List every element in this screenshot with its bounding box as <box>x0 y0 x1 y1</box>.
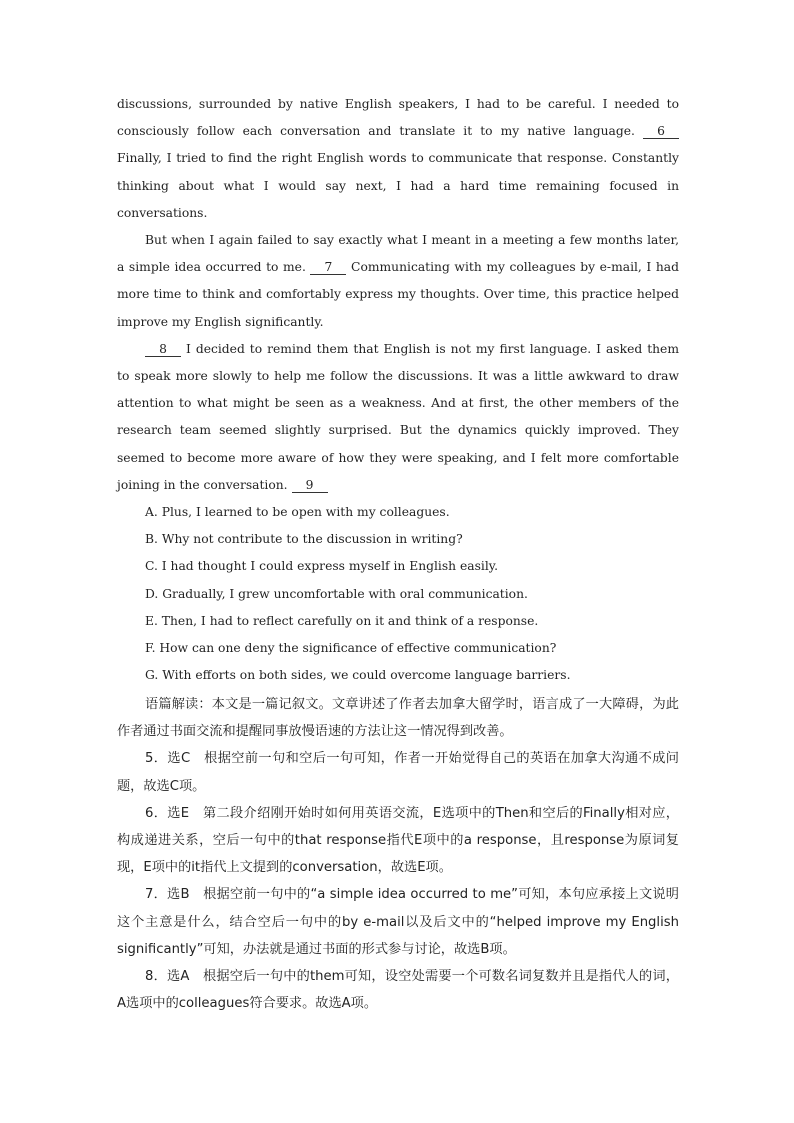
passage-text: Finally, I tried to find the right English words to communicate that response. Constantly thinking about what I would say next, I had a hard time remaining focused in conversations. <box>117 151 679 220</box>
passage-text: discussions, surrounded by native English speakers, I had to be careful. I needed to consciously follow each conversation and translate it to my native language. <box>117 97 679 139</box>
blank-7: 7 <box>310 260 346 275</box>
option-item: E. Then, I had to reflect carefully on it and think of a response. <box>145 613 539 628</box>
analysis-item: 5．选C 根据空前一句和空后一句可知，作者一开始觉得自己的英语在加拿大沟通不成问题，故选C项。 <box>117 751 679 794</box>
passage-paragraph-3 <box>117 336 679 499</box>
blank-8: 8 <box>145 342 181 357</box>
passage-paragraph-1 <box>117 91 679 227</box>
analysis-intro: 语篇解读：本文是一篇记叙文。文章讲述了作者去加拿大留学时，语言成了一大障碍，为此作者通过书面交流和提醒同事放慢语速的方法让这一情况得到改善。 <box>117 697 679 740</box>
passage-paragraph-2 <box>117 227 679 336</box>
passage <box>117 91 679 689</box>
analysis-item: 6．选E 第二段介绍刚开始时如何用英语交流，E选项中的Then和空后的Finally相对应，构成递进关系，空后一句中的that response指代E项中的a response，且response为原词复现，E项中的it指代上文提到的conversation，故选E项。 <box>117 805 679 876</box>
option-item: C. I had thought I could express myself in English easily. <box>145 559 499 574</box>
option-list <box>117 499 679 689</box>
option-item: A. Plus, I learned to be open with my colleagues. <box>145 505 450 520</box>
option-item: G. With efforts on both sides, we could overcome language barriers. <box>145 668 571 683</box>
blank-6: 6 <box>643 124 679 139</box>
passage-text: I decided to remind them that English is not my first language. I asked them to speak more slowly to help me follow the discussions. It was a little awkward to draw attention to what might be seen as a weakness. And at first, the other members of the research team seemed slightly surprised. But the dynamics quickly improved. They seemed to become more aware of how they were speaking, and I felt more comfortable joining in the conversation. <box>117 341 679 492</box>
analysis-item: 8．选A 根据空后一句中的them可知，设空处需要一个可数名词复数并且是指代人的词，A选项中的colleagues符合要求。故选A项。 <box>117 969 679 1012</box>
passage-text: Communicating with my colleagues by e-mail, I had more time to think and comfortably express my thoughts. Over time, this practice helped improve my English significantly. <box>117 260 679 329</box>
option-item: B. Why not contribute to the discussion in writing? <box>145 532 463 547</box>
option-item: D. Gradually, I grew uncomfortable with oral communication. <box>145 586 528 601</box>
passage-text: But when I again failed to say exactly what I meant in a meeting a few months later, a simple idea occurred to me. <box>117 233 679 275</box>
blank-9: 9 <box>292 478 328 493</box>
option-item: F. How can one deny the significance of effective communication? <box>145 641 557 656</box>
analysis-item: 7．选B 根据空前一句中的“a simple idea occurred to me”可知，本句应承接上文说明这个主意是什么，结合空后一句中的by e-mail以及后文中的“helped improve my English significantly”可知，办法就是通过书面的形式参与讨论，故选B项。 <box>117 887 679 957</box>
analysis-section <box>117 691 679 1017</box>
